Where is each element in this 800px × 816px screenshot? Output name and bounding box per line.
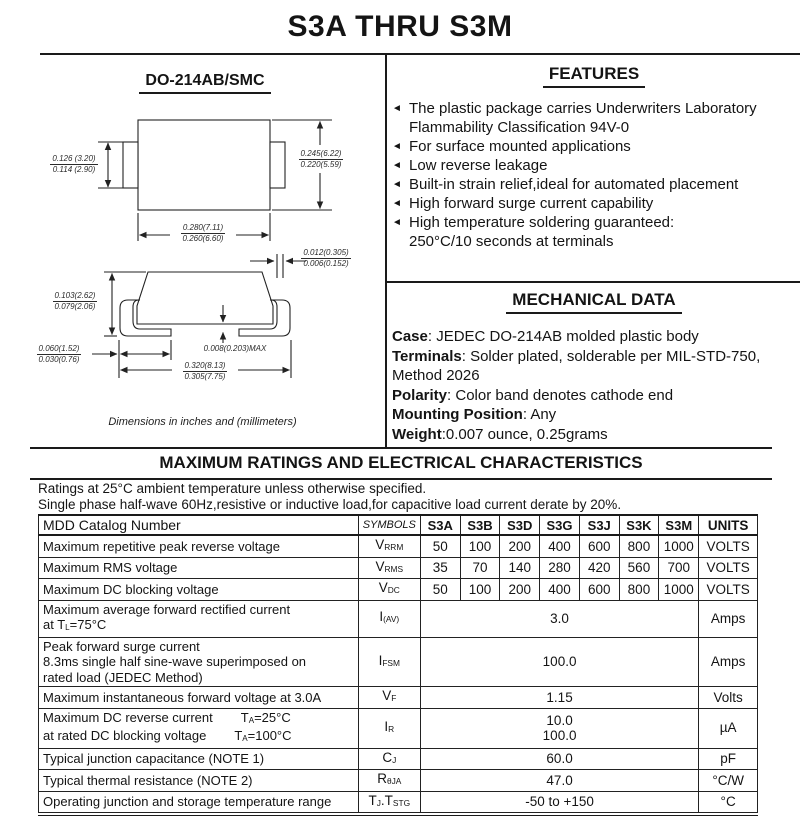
symbol-cell [358, 748, 420, 770]
param-cell [39, 600, 359, 637]
text-segment: Typical thermal resistance (NOTE 2) [43, 772, 253, 788]
unit-cell: VOLTS [699, 557, 758, 579]
feature-line: High temperature soldering guaranteed: [409, 214, 675, 231]
param-line [43, 773, 354, 789]
param-cell [39, 770, 359, 792]
text-segment: : JEDEC DO-214AB molded plastic body [427, 328, 699, 345]
param-line [43, 539, 354, 555]
table-row [39, 708, 758, 748]
bullet-arrow-icon: ◄ [392, 141, 402, 152]
package-heading: DO-214AB/SMC [40, 72, 370, 94]
drawing-caption: Dimensions in inches and (millimeters) [108, 416, 297, 428]
value-cell: 1000 [659, 579, 699, 601]
features-list [392, 99, 796, 251]
ratings-note-2: Single phase half-wave 60Hz,resistive or inductive load,for capacitive load current derate by 20%. [38, 497, 622, 512]
param-line [43, 690, 354, 706]
param-line [43, 582, 354, 598]
text-segment: C [382, 749, 393, 765]
table-header-row [39, 515, 758, 535]
unit-cell: pF [699, 748, 758, 770]
table-row [39, 579, 758, 601]
value-cell: 600 [579, 535, 619, 557]
feature-item [392, 99, 796, 137]
value-cell: 280 [540, 557, 580, 579]
value-span-cell: 1.15 [420, 687, 698, 709]
value-cell: 70 [460, 557, 500, 579]
text-segment: V [375, 537, 385, 552]
ratings-heading: MAXIMUM RATINGS AND ELECTRICAL CHARACTERISTICS [30, 447, 772, 480]
text-segment: at rated DC blocking voltage [43, 728, 207, 743]
features-section [392, 64, 796, 251]
text-segment: Maximum instantaneous forward voltage at 3.0A [43, 689, 322, 705]
header-model-s3b: S3B [460, 515, 500, 535]
param-line [43, 602, 354, 618]
table-row [39, 600, 758, 637]
value-span-cell: -50 to +150 [420, 791, 698, 813]
text-segment: =75°C [69, 617, 107, 632]
text-segment: V [382, 688, 392, 703]
column-divider [385, 55, 387, 447]
param-line [43, 710, 354, 729]
table-row [39, 770, 758, 792]
param-cell [39, 637, 359, 687]
mechanical-line [392, 386, 796, 406]
features-heading: FEATURES [392, 64, 796, 88]
unit-cell: °C [699, 791, 758, 813]
value-cell: 50 [420, 579, 460, 601]
header-catalog-number: MDD Catalog Number [39, 515, 359, 535]
header-model-s3m: S3M [659, 515, 699, 535]
dimension-label: 0.320(8.13) 0.305(7.75) [172, 361, 238, 382]
value-cell: 800 [619, 535, 659, 557]
text-segment: Maximum repetitive peak reverse voltage [43, 538, 280, 554]
mechanical-line [392, 327, 796, 347]
value-cell: 50 [420, 535, 460, 557]
value-cell: 400 [540, 579, 580, 601]
bullet-arrow-icon: ◄ [392, 198, 402, 209]
bullet-arrow-icon: ◄ [392, 103, 402, 114]
feature-text [409, 137, 631, 156]
value-cell: 700 [659, 557, 699, 579]
text-segment: Polarity [392, 386, 448, 404]
param-line [43, 751, 354, 767]
value-line: 10.0 [546, 712, 573, 728]
value-cell: 420 [579, 557, 619, 579]
feature-item [392, 194, 796, 213]
ratings-note-1: Ratings at 25°C ambient temperature unless otherwise specified. [38, 481, 427, 496]
table-row [39, 557, 758, 579]
text-segment: STG [392, 797, 411, 808]
header-units: UNITS [699, 515, 758, 535]
text-segment: at T [43, 617, 66, 632]
text-segment: T [368, 792, 377, 808]
text-segment: (AV) [383, 614, 400, 625]
feature-text [409, 175, 738, 194]
unit-cell: Amps [699, 637, 758, 687]
feature-item [392, 213, 796, 251]
param-cell [39, 579, 359, 601]
value-cell: 200 [500, 535, 540, 557]
text-segment: R [377, 771, 387, 786]
param-cell [39, 535, 359, 557]
dimension-label: 0.280(7.11) 0.260(6.60) [170, 223, 236, 244]
param-cell [39, 708, 359, 748]
text-segment: RRM [384, 542, 404, 552]
feature-line: For surface mounted applications [409, 138, 631, 155]
dimension-label: 0.012(0.305) 0.006(0.152) [303, 248, 349, 268]
param-cell [39, 748, 359, 770]
feature-line: Flammability Classification 94V-0 [409, 119, 630, 136]
unit-cell: µA [699, 708, 758, 748]
feature-text [409, 194, 653, 213]
param-line [43, 794, 354, 810]
value-cell: 400 [540, 535, 580, 557]
text-segment: J [392, 754, 397, 765]
text-segment: T [384, 792, 393, 808]
dimension-label: 0.245(6.22) 0.220(5.59) [300, 149, 342, 169]
symbol-cell [358, 791, 420, 813]
text-segment: : Color band denotes cathode end [447, 386, 674, 404]
text-segment: Mounting Position [392, 406, 523, 423]
header-model-s3g: S3G [540, 515, 580, 535]
value-line: 100.0 [542, 728, 577, 743]
package-right-tab [270, 142, 285, 188]
text-segment: T [234, 728, 243, 743]
symbol-cell [358, 557, 420, 579]
header-model-s3j: S3J [579, 515, 619, 535]
param-line [43, 617, 354, 636]
feature-item [392, 156, 796, 175]
param-line [43, 639, 354, 655]
page-title: S3A THRU S3M [287, 10, 513, 43]
text-segment: I [384, 718, 389, 734]
feature-line: High forward surge current capability [409, 195, 654, 212]
feature-item [392, 137, 796, 156]
text-segment: R [388, 723, 395, 734]
mechanical-lines [392, 327, 796, 444]
features-mech-divider [387, 281, 800, 283]
dimension-label: 0.126 (3.20) 0.114 (2.90) [52, 154, 96, 174]
table-row [39, 637, 758, 687]
bullet-arrow-icon: ◄ [392, 179, 402, 190]
param-line [43, 670, 354, 686]
text-segment: rated load (JEDEC Method) [43, 669, 203, 685]
title-rule [40, 53, 800, 55]
value-cell: 100 [460, 579, 500, 601]
mechanical-line [392, 366, 796, 386]
mechanical-line [392, 347, 796, 367]
feature-line: The plastic package carries Underwriters Laboratory [409, 100, 757, 117]
value-span-cell [420, 708, 698, 748]
mechanical-section [392, 290, 796, 444]
table-row [39, 535, 758, 557]
mechanical-heading: MECHANICAL DATA [392, 290, 796, 314]
ratings-table [38, 514, 758, 813]
param-cell [39, 687, 359, 709]
text-segment: V [375, 558, 385, 574]
value-cell: 100 [460, 535, 500, 557]
unit-cell: VOLTS [699, 579, 758, 601]
unit-cell: VOLTS [699, 535, 758, 557]
feature-text [409, 99, 757, 137]
mechanical-line [392, 405, 796, 425]
text-segment: Operating junction and storage temperature range [43, 794, 332, 809]
text-segment: A [242, 734, 248, 743]
mechanical-line [392, 425, 796, 445]
text-segment: : Any [522, 406, 557, 423]
value-cell: 35 [420, 557, 460, 579]
value-cell: 140 [500, 557, 540, 579]
value-cell: 1000 [659, 535, 699, 557]
value-span-cell: 47.0 [420, 770, 698, 792]
feature-line: 250°C/10 seconds at terminals [409, 233, 614, 250]
symbol-cell [358, 708, 420, 748]
text-segment: F [391, 693, 397, 703]
header-model-s3a: S3A [420, 515, 460, 535]
text-segment: L [65, 623, 70, 632]
header-model-s3k: S3K [619, 515, 659, 535]
feature-line: Built-in strain relief,ideal for automated placement [409, 176, 739, 193]
table-row [39, 791, 758, 813]
value-span-cell: 3.0 [420, 600, 698, 637]
param-line [43, 560, 354, 576]
symbol-cell [358, 770, 420, 792]
unit-cell: °C/W [699, 770, 758, 792]
param-cell [39, 791, 359, 813]
feature-text [409, 213, 674, 251]
param-line [43, 728, 354, 747]
text-segment: Typical junction capacitance (NOTE 1) [43, 751, 265, 766]
feature-item [392, 175, 796, 194]
text-segment: =100°C [247, 728, 292, 743]
table-row [39, 748, 758, 770]
text-segment: :0.007 ounce, 0.25grams [441, 425, 608, 443]
header-model-s3d: S3D [500, 515, 540, 535]
symbol-cell [358, 637, 420, 687]
text-segment: I [378, 652, 383, 668]
feature-text [409, 156, 547, 175]
param-cell [39, 557, 359, 579]
feature-line: Low reverse leakage [409, 157, 548, 174]
text-segment: θJA [386, 776, 402, 786]
value-span-cell: 60.0 [420, 748, 698, 770]
dimension-label: 0.103(2.62) 0.079(2.06) [54, 291, 96, 311]
text-segment: FSM [382, 657, 400, 668]
text-segment: =25°C [254, 709, 291, 725]
text-segment: . [380, 792, 385, 808]
text-segment: 8.3ms single half sine-wave superimposed on [43, 654, 307, 669]
symbol-cell [358, 687, 420, 709]
table-row [39, 687, 758, 709]
text-segment: I [379, 609, 384, 625]
text-segment: V [378, 580, 388, 595]
package-body [138, 120, 270, 210]
text-segment: A [248, 715, 255, 725]
text-segment: Maximum RMS voltage [43, 560, 178, 575]
text-segment: Method 2026 [392, 367, 480, 384]
text-segment: T [240, 709, 249, 725]
symbol-cell [358, 535, 420, 557]
text-segment: Terminals [392, 347, 462, 365]
bullet-arrow-icon: ◄ [392, 217, 402, 228]
text-segment: Peak forward surge current [43, 638, 200, 654]
package-left-tab [123, 142, 138, 188]
side-body [137, 272, 273, 324]
text-segment: J [376, 797, 381, 808]
text-segment: : Solder plated, solderable per MIL-STD-750, [461, 347, 761, 365]
symbol-cell [358, 579, 420, 601]
value-cell: 200 [500, 579, 540, 601]
text-segment: RMS [384, 563, 404, 574]
value-cell: 800 [619, 579, 659, 601]
text-segment: Weight [392, 425, 442, 443]
symbol-cell [358, 600, 420, 637]
text-segment: Maximum DC reverse current [43, 709, 213, 725]
text-segment: Case [392, 328, 428, 345]
dimension-label: 0.008(0.203)MAX [203, 344, 267, 353]
dimension-label: 0.060(1.52) 0.030(0.76) [38, 344, 80, 364]
value-span-cell: 100.0 [420, 637, 698, 687]
unit-cell: Volts [699, 687, 758, 709]
value-cell: 560 [619, 557, 659, 579]
text-segment: DC [387, 585, 400, 595]
unit-cell: Amps [699, 600, 758, 637]
value-cell: 600 [579, 579, 619, 601]
text-segment: Maximum average forward rectified current [43, 601, 291, 617]
text-segment: Maximum DC blocking voltage [43, 581, 219, 597]
bullet-arrow-icon: ◄ [392, 160, 402, 171]
header-symbols: SYMBOLS [358, 515, 420, 535]
param-line [43, 654, 354, 670]
